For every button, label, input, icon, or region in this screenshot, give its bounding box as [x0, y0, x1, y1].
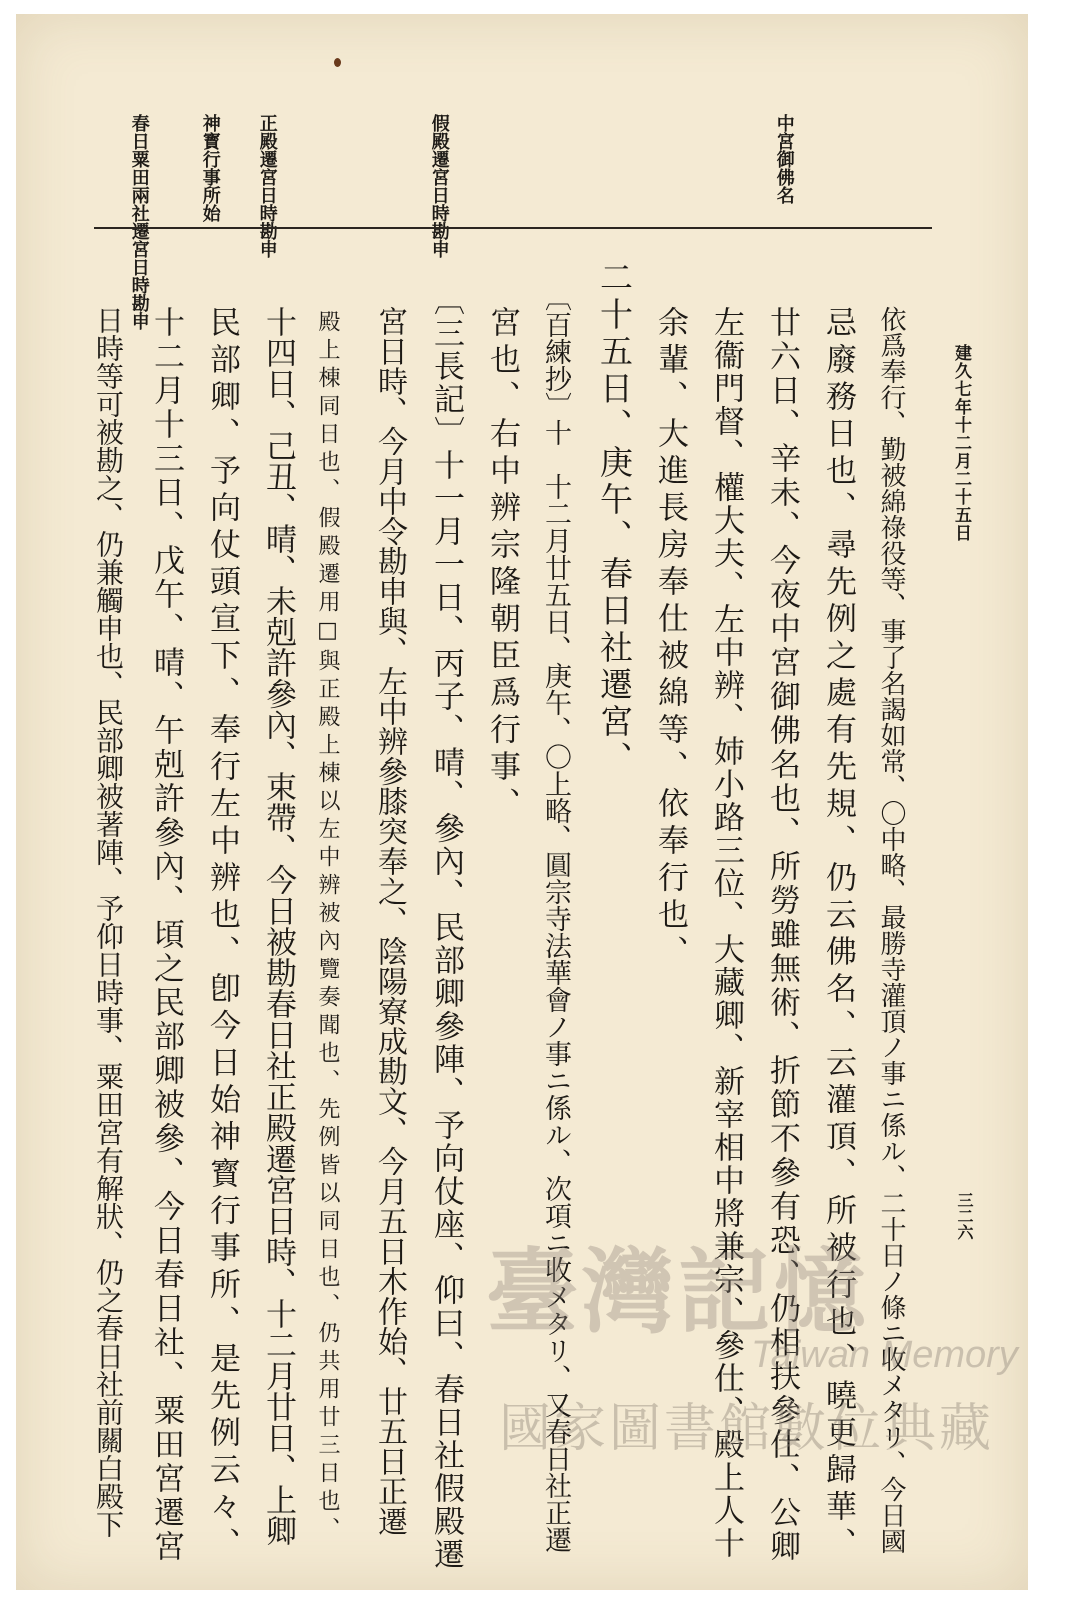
- body-column-12: 十四日、己丑、晴、未剋許參內、束帶、今日被勘春日社正殿遷宮日時、十二月廿日、上卿: [260, 306, 296, 1546]
- body-column-15: 日時等可被勘之、仍兼觸申也、民部卿被著陣、予仰日時事、粟田宮有解狀、仍之春日社前關白殿下: [92, 306, 125, 1538]
- running-head: 建久七年十二月二十五日: [951, 344, 971, 542]
- body-column-4: 左衞門督、權大夫、左中辨、姉小路三位、大藏卿、新宰相中將兼宗、參仕、殿上人十: [708, 306, 744, 1560]
- body-column-10: 宮日時、今月中令勘申與、左中辨參膝突奉之、陰陽寮成勘文、今月五日木作始、廿五日正遷: [372, 306, 407, 1536]
- body-column-1: 依爲奉行、勤被綿祿役等、事了名謁如常、〇中略、最勝寺灌頂ノ事ニ係ル、二十日ノ條ニ收メタリ、今日國: [876, 306, 906, 1554]
- ink-spot: [334, 58, 341, 67]
- margin-note-kariden: 假殿遷宮日時勘申: [428, 114, 450, 258]
- watermark-library: 國家圖書館數位典藏: [499, 1399, 995, 1459]
- header-rule: [94, 227, 932, 229]
- body-column-11: 殿上棟同日也、假殿遷用□與正殿上棟以左中辨被內覽奏聞也、先例皆以同日也、仍共用廿三日也、: [315, 310, 340, 1545]
- book-page: [16, 14, 1028, 1590]
- body-column-13: 民部卿、予向仗頭宣下、奉行左中辨也、卽今日始神寳行事所、是先例云々、: [204, 306, 240, 1564]
- watermark-logo-chinese: 臺灣記憶: [486, 1238, 871, 1346]
- margin-note-ryosha: 春日粟田兩社遷宮日時勘申: [128, 114, 150, 330]
- margin-note-jinpo: 神寳行事所始: [199, 114, 221, 222]
- body-column-8: 宮也、右中辨宗隆朝臣爲行事、: [484, 306, 520, 824]
- margin-note-butsumyo: 中宮御佛名: [773, 114, 795, 204]
- entry-heading: 二十五日、庚午、春日社遷宮、: [595, 260, 634, 778]
- body-column-3: 廿六日、辛未、今夜中宮御佛名也、所勞雖無術、折節不參有恐、仍相扶參仕、公卿: [764, 306, 800, 1564]
- body-column-2: 忌廢務日也、尋先例之處有先規、仍云佛名、云灌頂、所被行也、曉更歸華、: [820, 306, 856, 1564]
- margin-note-shoden: 正殿遷宮日時勘申: [256, 114, 278, 258]
- body-column-7: 〔百練抄〕十 十二月廿五日、庚午、〇上略、圓宗寺法華會ノ事ニ係ル、次項ニ收メタリ、又春日社正遷: [540, 284, 571, 1553]
- page-number: 三二六: [955, 1192, 974, 1240]
- body-column-14: 十二月十三日、戊午、晴、午剋許參內、頃之民部卿被參、今日春日社、粟田宮遷宮: [148, 306, 184, 1564]
- body-column-5: 余輩、大進長房奉仕被綿等、依奉行也、: [652, 306, 688, 972]
- watermark-logo-english: Taiwan Memory: [751, 1334, 1018, 1376]
- body-column-9: 〔三長記〕十一月一日、丙子、晴、參內、民部卿參陣、予向仗座、仰曰、春日社假殿遷: [428, 284, 464, 1571]
